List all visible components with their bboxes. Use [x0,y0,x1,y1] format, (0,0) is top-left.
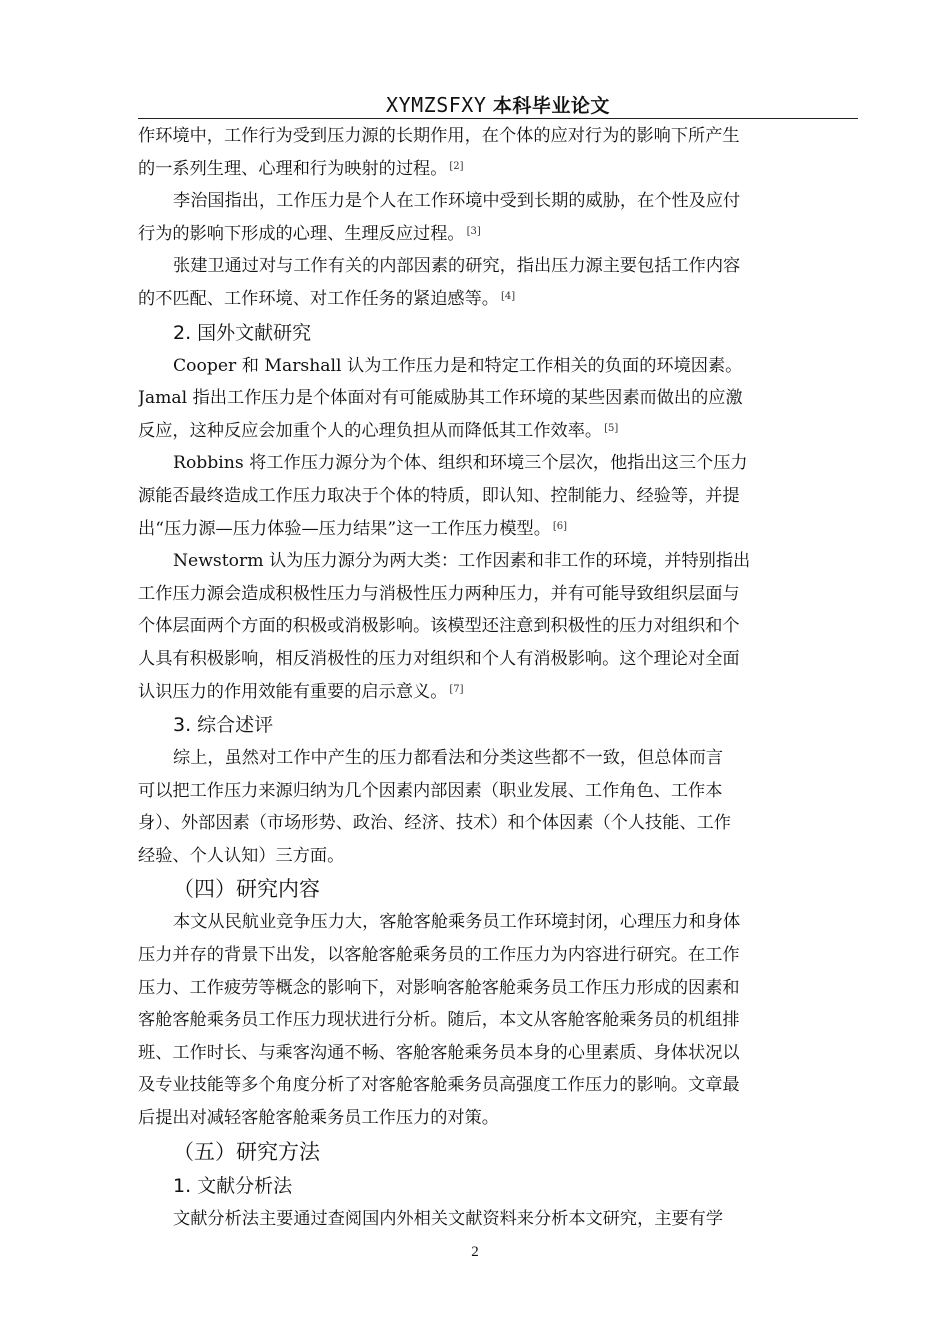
paragraph-line: 经验、个人认知）三方面。 [138,845,345,866]
paragraph-line: Cooper 和 Marshall 认为工作压力是和特定工作相关的负面的环境因素。 [173,355,743,376]
header-title: 本科毕业论文 [492,95,610,117]
paragraph-line: 作环境中，工作行为受到压力源的长期作用，在个体的应对行为的影响下所产生 [138,126,740,146]
header-code: XYMZSFXY [386,93,487,117]
paragraph-line: 李治国指出，工作压力是个人在工作环境中受到长期的威胁，在个性及应付 [173,191,741,212]
paragraph-line: 压力并存的背景下出发，以客舱客舱乘务员的工作压力为内容进行研究。在工作 [138,945,740,966]
page-header [138,92,858,119]
paragraph-line: Robbins 将工作压力源分为个体、组织和环境三个层次，他指出这三个压力 [173,453,748,474]
paragraph-line: Newstorm 认为压力源分为两大类：工作因素和非工作的环境，并特别指出 [173,551,751,572]
paragraph-line: 工作压力源会造成积极性压力与消极性压力两种压力，并有可能导致组织层面与 [138,583,740,604]
paragraph-line: 个体层面两个方面的积极或消极影响。该模型还注意到积极性的压力对组织和个 [138,616,740,637]
paragraph-line: Jamal 指出工作压力是个体面对有可能威胁其工作环境的某些因素而做出的应激 [138,388,743,409]
citation-ref: [5] [604,422,619,434]
paragraph-line: 源能否最终造成工作压力取决于个体的特质，即认知、控制能力、经验等，并提 [138,485,740,506]
paragraph-line: 及专业技能等多个角度分析了对客舱客舱乘务员高强度工作压力的影响。文章最 [138,1075,740,1096]
paragraph-line: 出“压力源—压力体验—压力结果”这一工作压力模型。 [6] [138,518,568,539]
paragraph-line: 人具有积极影响，相反消极性的压力对组织和个人有消极影响。这个理论对全面 [138,648,740,669]
citation-ref: [3] [466,225,481,237]
paragraph-line: 的一系列生理、心理和行为映射的过程。 [2] [138,158,464,179]
chapter-heading: （四）研究内容 [173,877,320,902]
paragraph-line: 反应，这种反应会加重个人的心理负担从而降低其工作效率。 [5] [138,420,619,441]
paragraph-line: 可以把工作压力来源归纳为几个因素内部因素（职业发展、工作角色、工作本 [138,780,723,801]
citation-ref: [7] [449,683,464,695]
paragraph-line: 本文从民航业竞争压力大，客舱客舱乘务员工作环境封闭，心理压力和身体 [173,912,741,933]
citation-ref: [4] [500,290,516,302]
paragraph-line: 客舱客舱乘务员工作压力现状进行分析。随后，本文从客舱客舱乘务员的机组排 [138,1010,740,1031]
page-number: 2 [471,1244,479,1260]
citation-ref: [2] [449,160,464,172]
paragraph-line: 的不匹配、工作环境、对工作任务的紧迫感等。 [4] [138,288,516,309]
paragraph-line: 张建卫通过对与工作有关的内部因素的研究，指出压力源主要包括工作内容 [173,256,741,277]
section-heading: 1. 文献分析法 [173,1174,293,1197]
section-heading: 3. 综合述评 [173,714,274,737]
paragraph-line: 综上，虽然对工作中产生的压力都看法和分类这些都不一致，但总体而言 [173,748,724,769]
paragraph-line: 文献分析法主要通过查阅国内外相关文献资料来分析本文研究，主要有学 [173,1208,724,1229]
paragraph-line: 身）、外部因素（市场形势、政治、经济、技术）和个体因素（个人技能、工作 [138,813,731,834]
paragraph-line: 班、工作时长、与乘客沟通不畅、客舱客舱乘务员本身的心里素质、身体状况以 [138,1042,740,1063]
section-heading: 2. 国外文献研究 [173,321,312,344]
paragraph-line: 压力、工作疲劳等概念的影响下，对影响客舱客舱乘务员工作压力形成的因素和 [138,977,740,998]
paragraph-line: 行为的影响下形成的心理、生理反应过程。 [3] [138,223,481,244]
citation-ref: [6] [552,520,568,532]
paragraph-line: 后提出对减轻客舱客舱乘务员工作压力的对策。 [138,1108,499,1129]
body-text [138,120,814,1235]
paragraph-line: 认识压力的作用效能有重要的启示意义。 [7] [138,681,464,702]
chapter-heading: （五）研究方法 [173,1139,320,1164]
